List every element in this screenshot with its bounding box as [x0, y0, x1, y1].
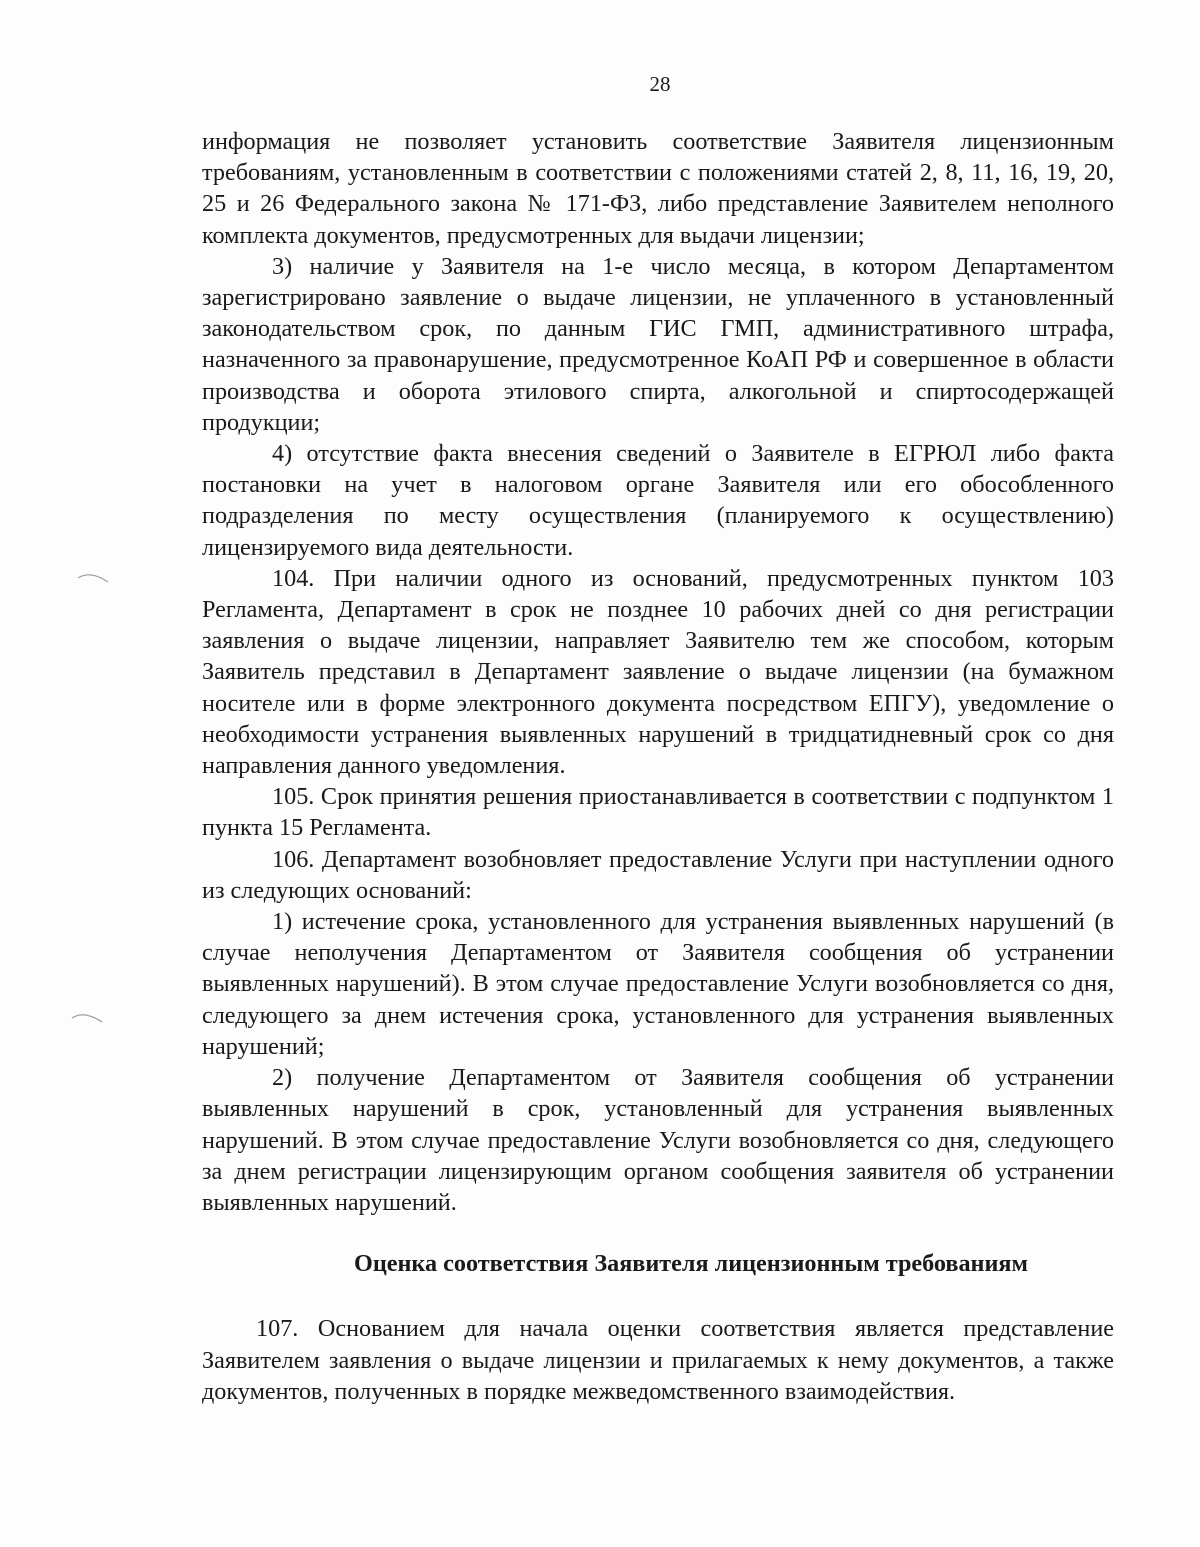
paragraph: 2) получение Департаментом от Заявителя сообщения об устранении выявленных нарушений в срок, установленный для устранения выявленных нарушений. В этом случае предоставление Услуги возобновляется со дня, следующего за днем регистрации лицензирующим органом сообщения заявителя об устранении выявленных нарушений.	[202, 1064, 1114, 1216]
paragraph: 104. При наличии одного из оснований, предусмотренных пунктом 103 Регламента, Департамент в срок не позднее 10 рабочих дней со дня регистрации заявления о выдаче лицензии, направляет Заявителю тем же способом, которым Заявитель представил в Департамент заявление о выдаче лицензии (на бумажном носителе или в форме электронного документа посредством ЕПГУ), уведомление о необходимости устранения выявленных нарушений в тридцатидневный срок со дня направления данного уведомления.	[202, 564, 1114, 780]
paragraph: 107. Основанием для начала оценки соответствия является представление Заявителем заявления о выдаче лицензии и прилагаемых к нему документов, а также документов, полученных в порядке межведомственного взаимодействия.	[202, 1315, 1114, 1405]
page-number: 28	[649, 72, 671, 96]
document-body	[202, 126, 1114, 1407]
section-heading: Оценка соответствия Заявителя лицензионным требованиям	[354, 1250, 1028, 1278]
paragraph: 106. Департамент возобновляет предоставление Услуги при наступлении одного из следующих оснований:	[202, 845, 1114, 904]
paragraph: 4) отсутствие факта внесения сведений о Заявителе в ЕГРЮЛ либо факта постановки на учет в налоговом органе Заявителя или его обособленного подразделения по месту осуществления (планируемого к осуществлению) лицензируемого вида деятельности.	[202, 440, 1114, 561]
paragraph: информация не позволяет установить соответствие Заявителя лицензионным требованиям, установленным в соответствии с положениями статей 2, 8, 11, 16, 19, 20, 25 и 26 Федерального закона № 171-ФЗ, либо представление Заявителем неполного комплекта документов, предусмотренных для выдачи лицензии;	[202, 128, 1114, 249]
scan-mark	[70, 1010, 104, 1024]
scan-mark	[76, 570, 110, 584]
paragraph: 3) наличие у Заявителя на 1-е число месяца, в котором Департаментом зарегистрировано заявление о выдаче лицензии, не уплаченного в установленный законодательством срок, по данным ГИС ГМП, административного штрафа, назначенного за правонарушение, предусмотренное КоАП РФ и совершенное в области производства и оборота этилового спирта, алкогольной и спиртосодержащей продукции;	[202, 252, 1114, 436]
paragraph: 1) истечение срока, установленного для устранения выявленных нарушений (в случае неполучения Департаментом от Заявителя сообщения об устранении выявленных нарушений). В этом случае предоставление Услуги возобновляется со дня, следующего за днем истечения срока, установленного для устранения выявленных нарушений;	[202, 908, 1114, 1060]
paragraph: 105. Срок принятия решения приостанавливается в соответствии с подпунктом 1 пункта 15 Регламента.	[202, 783, 1114, 842]
